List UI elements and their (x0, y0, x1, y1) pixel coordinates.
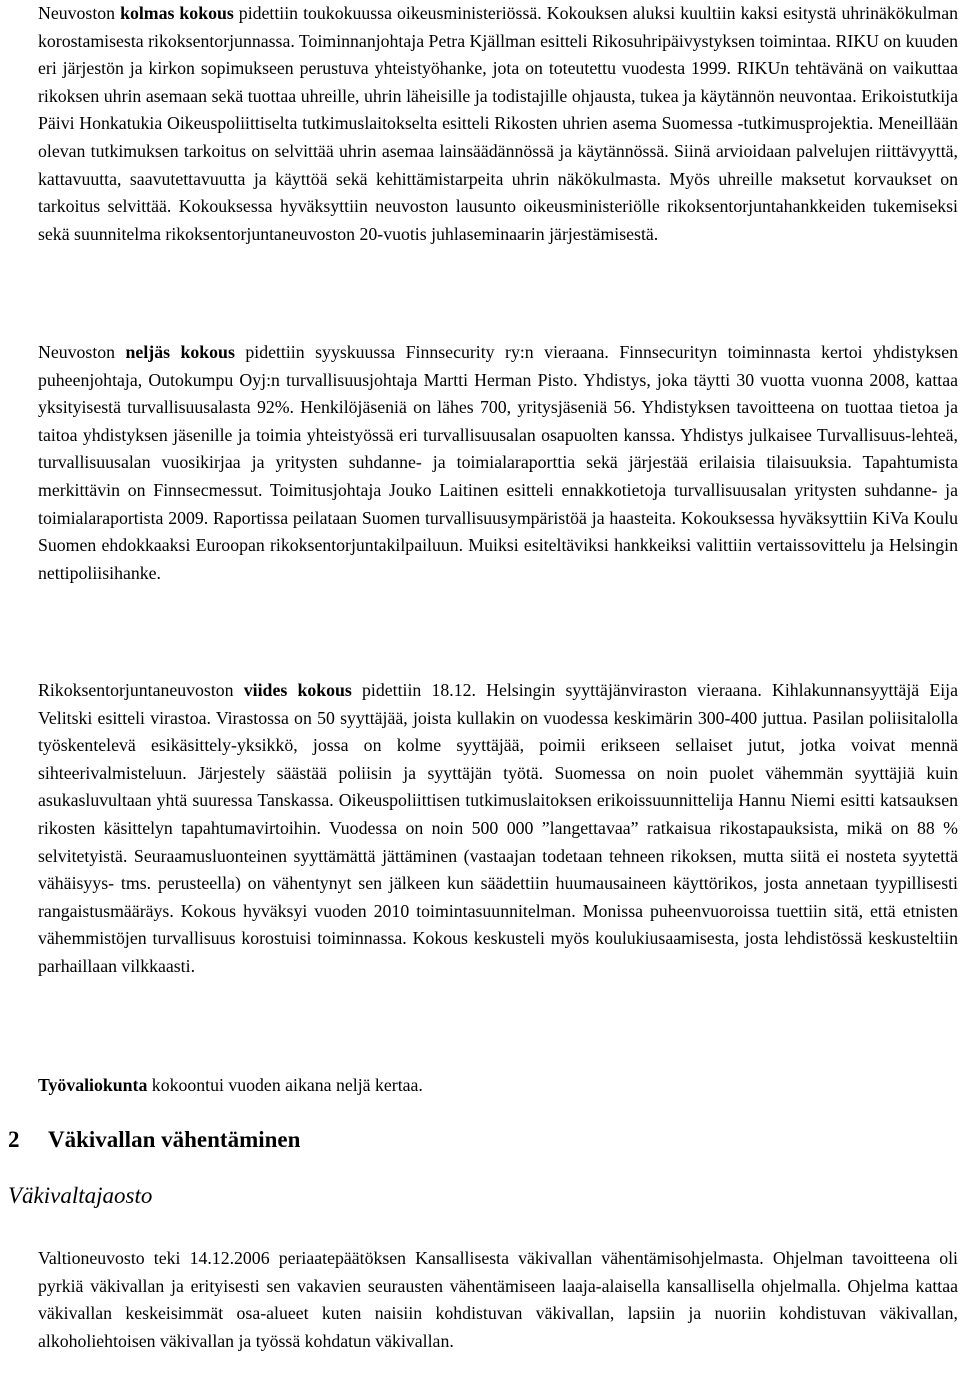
paragraph-lead-text: Neuvoston (38, 342, 126, 362)
paragraph-fourth-meeting (38, 339, 958, 587)
subsection-heading: Väkivaltajaosto (8, 1183, 153, 1208)
paragraph-body-text: pidettiin syyskuussa Finnsecurity ry:n vieraana. Finnsecurityn toiminnasta kertoi yhdistyksen puheenjohtaja, Outokumpu Oyj:n turvallisuusjohtaja Martti Herman Pisto. Yhdistys, joka täytti 30 vuotta vuonna 2008, kattaa yksityisestä turvallisuusalasta 92%. Henkilöjäseniä on lähes 700, yritysjäseniä 56. Yhdistyksen tavoitteena on tuottaa tietoa ja taitoa yhdistyksen jäsenille ja toimia yhteistyössä eri turvallisuusalan osapuolten kanssa. Yhdistys julkaisee Turvallisuus-lehteä, turvallisuusalan vuosikirjaa ja yritysten suhdanne- ja toimialaraporttia sekä järjestää erilaisia tilaisuuksia. Tapahtumista merkittävin on Finnsecmessut. Toimitusjohtaja Jouko Laitinen esitteli ennakkotietoja turvallisuusalan yritysten suhdanne- ja toimialaraportista 2009. Raportissa peilataan Suomen turvallisuusympäristöä ja haasteita. Kokouksessa hyväksyttiin KiVa Koulu Suomen ehdokkaaksi Euroopan rikoksentorjuntakilpailuun. Muiksi esiteltäviksi hankkeiksi valittiin vertaissovittelu ja Helsingin nettipoliisihanke. (38, 342, 958, 583)
section-heading (8, 1125, 300, 1155)
meeting-label-bold: kolmas kokous (120, 3, 234, 23)
paragraph-working-committee (38, 1072, 958, 1100)
paragraph-third-meeting (38, 0, 958, 248)
paragraph-lead-text: Neuvoston (38, 3, 121, 23)
paragraph-body-text: pidettiin toukokuussa oikeusministeriössä. Kokouksen aluksi kuultiin kaksi esitystä uhrinäkökulman korostamisesta rikoksentorjunnassa. Toiminnanjohtaja Petra Kjällman esitteli Rikosuhripäivystyksen toimintaa. RIKU on kuuden eri järjestön ja kirkon sopimukseen perustuva yhteistyöhanke, jota on toteutettu vuodesta 1999. RIKUn tehtävänä on vaikuttaa rikoksen uhrin asemaan sekä tuottaa uhreille, uhrin läheisille ja todistajille ohjausta, tukea ja käytännön neuvontaa. Erikoistutkija Päivi Honkatukia Oikeuspoliittiselta tutkimuslaitokselta esitteli Rikosten uhrien asema Suomessa -tutkimusprojektia. Meneillään olevan tutkimuksen tarkoitus on selvittää uhrin asemaa lainsäädännössä ja käytännössä. Siinä arvioidaan palvelujen riittävyyttä, kattavuutta, saavutettavuutta ja käyttöä sekä kehittämistarpeita uhrin näkökulmasta. Myös uhreille maksetut korvaukset on tarkoitus selvittää. Kokouksessa hyväksyttiin neuvoston lausunto oikeusministeriölle rikoksentorjuntahankkeiden tukemiseksi sekä suunnitelma rikoksentorjuntaneuvoston 20-vuotis juhlaseminaarin järjestämisestä. (38, 3, 959, 244)
committee-label-bold: Työvaliokunta (38, 1075, 148, 1095)
section-title: Väkivallan vähentäminen (48, 1127, 301, 1152)
paragraph-violence-programme: Valtioneuvosto teki 14.12.2006 periaatepäätöksen Kansallisesta väkivallan vähentämisohjelmasta. Ohjelman tavoitteena oli pyrkiä väkivallan ja erityisesti sen vakavien seurausten vähentämiseen laaja-alaisella kansallisella ohjelmalla. Ohjelma kattaa väkivallan keskeisimmät osa-alueet kuten naisiin kohdistuvan väkivallan, lapsiin ja nuoriin kohdistuvan väkivallan, alkoholiehtoisen väkivallan ja työssä kohdatun väkivallan. (38, 1248, 958, 1351)
meeting-label-bold: viides kokous (243, 680, 352, 700)
paragraph-lead-text: Rikoksentorjuntaneuvoston (38, 680, 244, 700)
paragraph-fifth-meeting (38, 677, 958, 981)
meeting-label-bold: neljäs kokous (125, 342, 235, 362)
section-number: 2 (8, 1127, 20, 1152)
paragraph-body-text: pidettiin 18.12. Helsingin syyttäjänviraston vieraana. Kihlakunnansyyttäjä Eija Velitski esitteli virastoa. Virastossa on 50 syyttäjää, joista kullakin on vuodessa keskimärin 300-400 juttua. Pasilan poliisitalolla työskentelevä esikäsittely-yksikkö, jossa on kolme syyttäjää, poimii erikseen sellaiset jutut, jotka voivat mennä sihteerivalmisteluun. Järjestely säästää poliisin ja syyttäjän työtä. Suomessa on noin puolet vähemmän syyttäjiä kuin asukasluvultaan yhtä suuressa Tanskassa. Oikeuspoliittisen tutkimuslaitoksen erikoissuunnittelija Hannu Niemi esitti katsauksen rikosten käsittelyn tapahtumavirtoihin. Vuodessa on noin 500 000 ”langettavaa” ratkaisua rikostapauksista, mikä on 88 % selvitetyistä. Seuraamusluonteinen syyttämättä jättäminen (vastaajan todetaan tehneen rikoksen, mutta siitä ei nosteta syytettä vähäisyys- tms. perusteella) on vähentynyt sen jälkeen kun säädettiin huumausaineen käyttörikos, josta annetaan tyypillisesti rangaistusmääräys. Kokous hyväksyi vuoden 2010 toimintasuunnitelman. Monissa puheenvuoroissa tuettiin sitä, että etnisten vähemmistöjen turvallisuus korostuisi toiminnassa. Kokous keskusteli myös koulukiusaamisesta, josta lehdistössä keskusteltiin parhaillaan vilkkaasti. (38, 680, 958, 976)
paragraph-body-text: kokoontui vuoden aikana neljä kertaa. (147, 1075, 423, 1095)
